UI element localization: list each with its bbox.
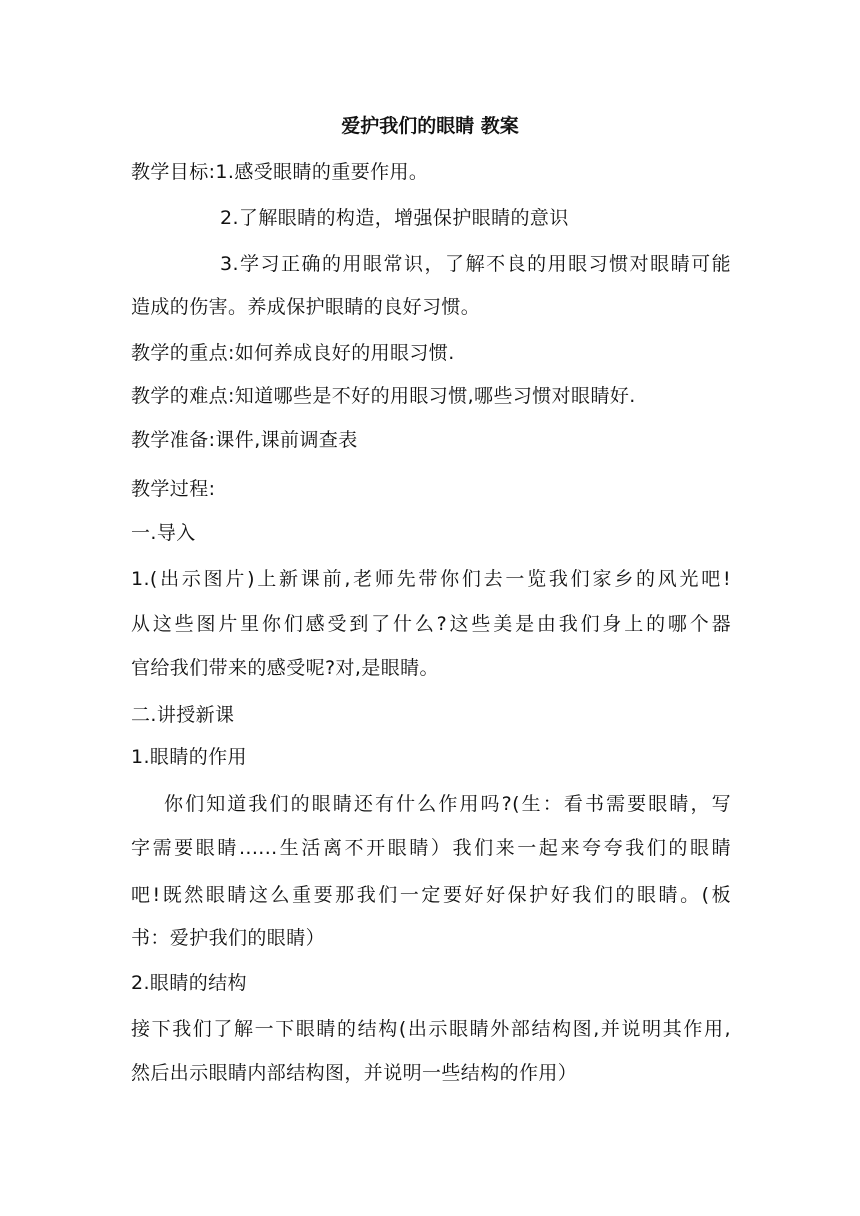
- intro-paragraph-line-2: 从这些图片里你们感受到了什么?这些美是由我们身上的哪个器: [131, 613, 731, 635]
- teaching-goal-line-2: 2.了解眼睛的构造，增强保护眼睛的意识: [220, 207, 569, 229]
- eye-structure-paragraph-line-2: 然后出示眼睛内部结构图，并说明一些结构的作用）: [131, 1062, 578, 1084]
- difficulty-line: 教学的难点:知道哪些是不好的用眼习惯,哪些习惯对眼睛好.: [131, 385, 636, 407]
- preparation-line: 教学准备:课件,课前调查表: [131, 429, 358, 451]
- teaching-goal-line-1: 教学目标:1.感受眼睛的重要作用。: [131, 161, 429, 183]
- intro-paragraph-line-1: 1.(出示图片)上新课前,老师先带你们去一览我们家乡的风光吧!: [131, 568, 731, 590]
- intro-paragraph-line-3: 官给我们带来的感受呢?对,是眼睛。: [131, 657, 439, 679]
- section-new-lesson-heading: 二.讲授新课: [131, 704, 235, 726]
- teaching-goal-line-4: 造成的伤害。养成保护眼睛的良好习惯。: [131, 296, 481, 318]
- teaching-goal-line-3: 3.学习正确的用眼常识，了解不良的用眼习惯对眼睛可能: [220, 253, 731, 275]
- subsection-eye-function-heading: 1.眼睛的作用: [131, 746, 247, 768]
- eye-function-paragraph-line-1: 你们知道我们的眼睛还有什么作用吗?(生：看书需要眼睛，写: [164, 793, 731, 815]
- subsection-eye-structure-heading: 2.眼睛的结构: [131, 972, 247, 994]
- document-title: 爱护我们的眼睛 教案: [341, 115, 519, 137]
- eye-function-paragraph-line-4: 书：爱护我们的眼睛）: [131, 927, 326, 949]
- process-heading: 教学过程:: [131, 478, 216, 500]
- eye-function-paragraph-line-3: 吧!既然眼睛这么重要那我们一定要好好保护好我们的眼睛。(板: [131, 884, 731, 906]
- key-point-line: 教学的重点:如何养成良好的用眼习惯.: [131, 342, 455, 364]
- eye-structure-paragraph-line-1: 接下我们了解一下眼睛的结构(出示眼睛外部结构图,并说明其作用,: [131, 1018, 731, 1040]
- eye-function-paragraph-line-2: 字需要眼睛......生活离不开眼睛）我们来一起来夸夸我们的眼睛: [131, 837, 731, 859]
- section-intro-heading: 一.导入: [131, 522, 196, 544]
